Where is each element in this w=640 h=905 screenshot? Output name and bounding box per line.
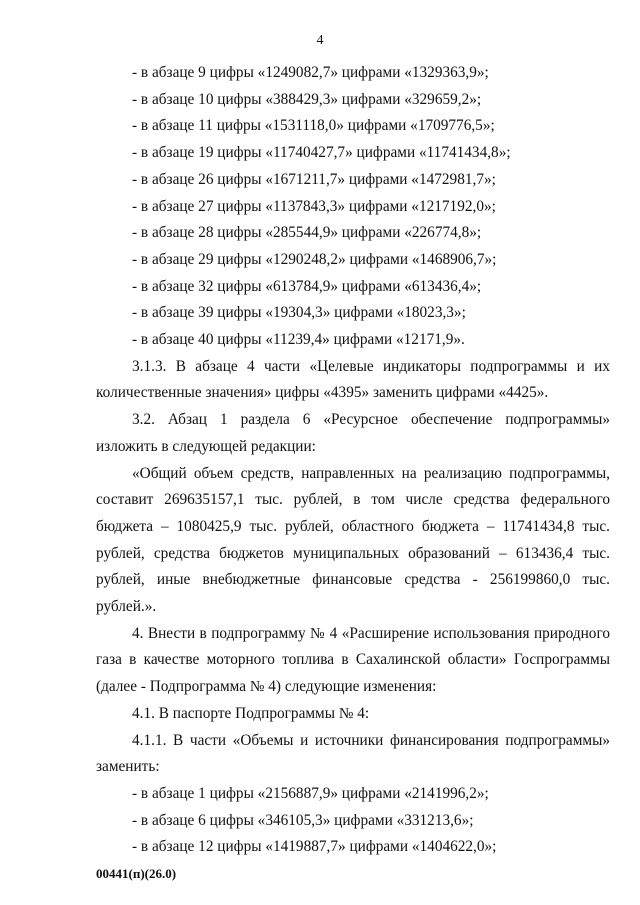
list-item: - в абзаце 32 цифры «613784,9» цифрами «613436,4»; [132, 277, 482, 295]
list-item: - в абзаце 39 цифры «19304,3» цифрами «18023,3»; [132, 304, 466, 322]
page-number: 4 [316, 33, 324, 48]
list-item: - в абзаце 11 цифры «1531118,0» цифрами «1709776,5»; [132, 117, 495, 135]
paragraph-4-1: 4.1. В паспорте Подпрограммы № 4: [132, 704, 370, 722]
list-item: - в абзаце 29 цифры «1290248,2» цифрами «1468906,7»; [132, 250, 497, 268]
paragraph-4: 4. Внести в подпрограмму № 4 «Расширение использования природного газа в качестве моторного топлива в Сахалинской области» Госпрограммы (далее - Подпрограмма № 4) следующие изменения: [96, 624, 610, 696]
paragraph-4-1-1: 4.1.1. В части «Объемы и источники финансирования подпрограммы» заменить: [96, 731, 610, 776]
document-code: 00441(п)(26.0) [96, 866, 177, 881]
quoted-paragraph: «Общий объем средств, направленных на реализацию подпрограммы, составит 269635157,1 тыс. рублей, в том числе средства федерального бюджета – 1080425,9 тыс. рублей, областного бюджета – 11741434,8 тыс. рублей, средства бюджетов муниципальных образований – 613436,4 тыс. рублей, иные внебюджетные финансовые средства - 256199860,0 тыс. рублей.». [96, 464, 610, 616]
document-body [96, 60, 610, 861]
paragraph-3-1-3: 3.1.3. В абзаце 4 части «Целевые индикаторы подпрограммы и их количественные значения» цифры «4395» заменить цифрами «4425». [96, 357, 610, 402]
list-item: - в абзаце 12 цифры «1419887,7» цифрами «1404622,0»; [132, 838, 497, 856]
list-item: - в абзаце 26 цифры «1671211,7» цифрами «1472981,7»; [132, 170, 496, 188]
list-item: - в абзаце 10 цифры «388429,3» цифрами «329659,2»; [132, 90, 482, 108]
list-item: - в абзаце 40 цифры «11239,4» цифрами «12171,9». [132, 331, 465, 349]
list-item: - в абзаце 9 цифры «1249082,7» цифрами «1329363,9»; [132, 64, 489, 81]
list-item: - в абзаце 28 цифры «285544,9» цифрами «226774,8»; [132, 224, 482, 242]
list-item: - в абзаце 19 цифры «11740427,7» цифрами «11741434,8»; [132, 144, 511, 162]
paragraph-3-2: 3.2. Абзац 1 раздела 6 «Ресурсное обеспечение подпрограммы» изложить в следующей редакции: [96, 411, 610, 455]
list-item: - в абзаце 27 цифры «1137843,3» цифрами «1217192,0»; [132, 197, 496, 215]
list-item: - в абзаце 1 цифры «2156887,9» цифрами «2141996,2»; [132, 784, 489, 802]
list-item: - в абзаце 6 цифры «346105,3» цифрами «331213,6»; [132, 811, 474, 829]
